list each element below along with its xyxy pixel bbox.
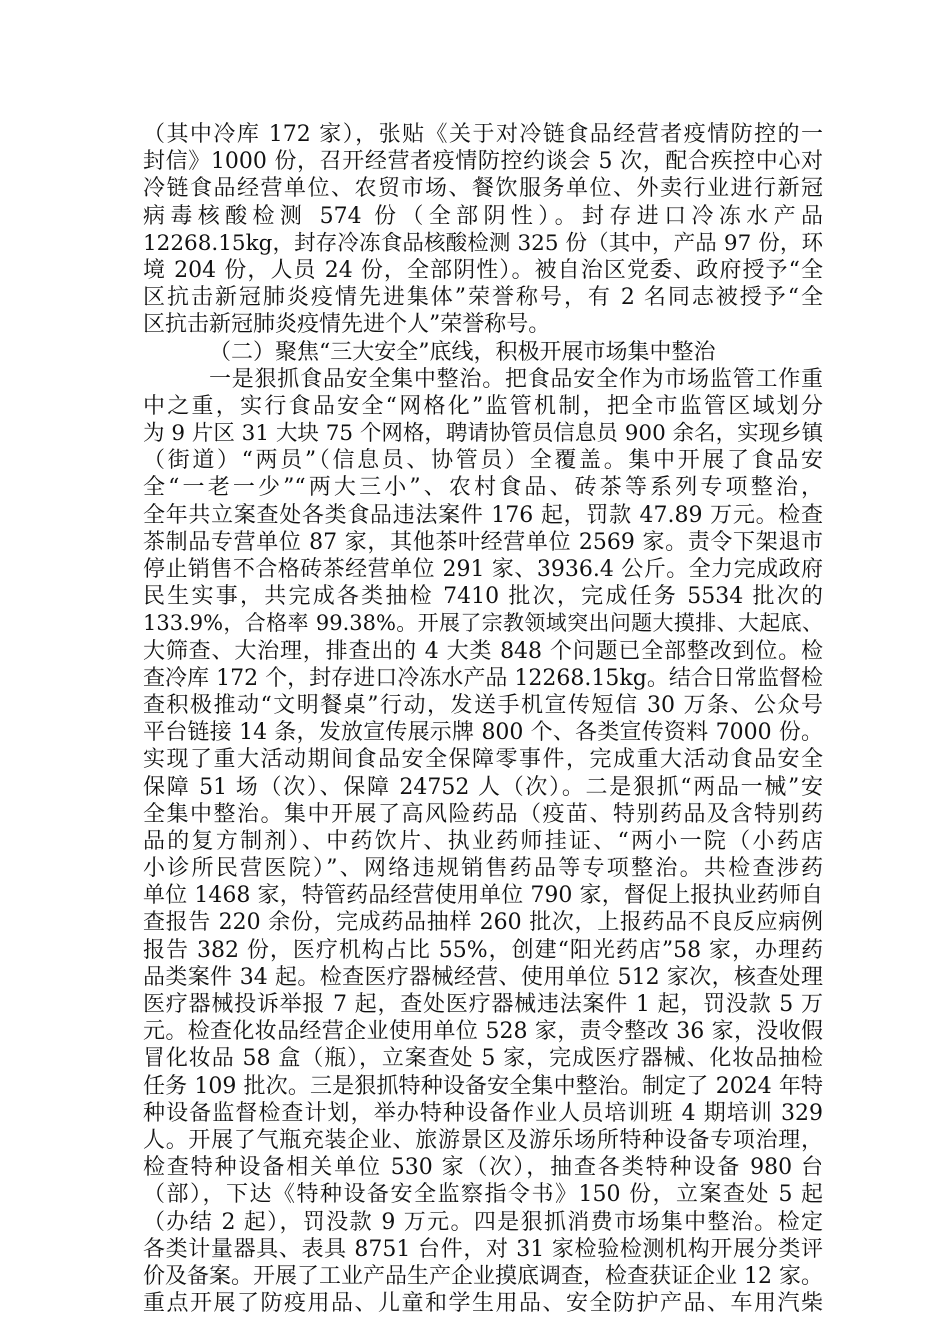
- text-line: 查报告 220 余份，完成药品抽样 260 批次，上报药品不良反应病例: [143, 910, 823, 936]
- text-line: 重点开展了防疫用品、儿童和学生用品、安全防护产品、车用汽柴: [143, 1291, 823, 1317]
- text-line: 区抗击新冠肺炎疫情先进个人”荣誉称号。: [143, 312, 551, 338]
- text-line: 单位 1468 家，特管药品经营使用单位 790 家，督促上报执业药师自: [143, 883, 823, 909]
- text-line: 医疗器械投诉举报 7 起，查处医疗器械违法案件 1 起，罚没款 5 万: [143, 992, 823, 1017]
- text-line: 茶制品专营单位 87 家，其他茶叶经营单位 2569 家。责令下架退市: [143, 529, 823, 555]
- text-line: 价及备案。开展了工业产品生产企业摸底调查，检查获证企业 12 家。: [143, 1263, 823, 1289]
- text-line: 全集中整治。集中开展了高风险药品（疫苗、特别药品及含特别药: [143, 801, 823, 827]
- text-line: （街道）“两员”（信息员、协管员）全覆盖。集中开展了食品安: [143, 448, 823, 474]
- text-line: 平台链接 14 条，发放宣传展示牌 800 个、各类宣传资料 7000 份。: [143, 720, 823, 746]
- text-line: （部），下达《特种设备安全监察指令书》150 份，立案查处 5 起: [143, 1182, 823, 1208]
- text-line: 报告 382 份，医疗机构占比 55%，创建“阳光药店”58 家，办理药: [143, 937, 823, 963]
- text-line: （办结 2 起），罚没款 9 万元。四是狠抓消费市场集中整治。检定: [143, 1209, 823, 1235]
- text-line: 实现了重大活动期间食品安全保障零事件，完成重大活动食品安全: [143, 747, 823, 773]
- text-line: 任务 109 批次。三是狠抓特种设备安全集中整治。制定了 2024 年特: [143, 1073, 823, 1099]
- text-line: 为 9 片区 31 大块 75 个网格，聘请协管员信息员 900 余名，实现乡镇: [143, 421, 824, 447]
- text-line: （其中冷库 172 家），张贴《关于对冷链食品经营者疫情防控的一: [143, 122, 823, 147]
- text-line: 病毒核酸检测 574 份（全部阴性）。封存进口冷冻水产品: [143, 203, 823, 229]
- text-line: 冷链食品经营单位、农贸市场、餐饮服务单位、外卖行业进行新冠: [143, 176, 823, 202]
- text-line: 品的复方制剂）、中药饮片、执业药师挂证、“两小一院（小药店: [143, 828, 823, 854]
- text-line: 民生实事，共完成各类抽检 7410 批次，完成任务 5534 批次的: [143, 584, 823, 610]
- text-line: 检查特种设备相关单位 530 家（次），抽查各类特种设备 980 台: [143, 1155, 823, 1181]
- text-line: 人。开展了气瓶充装企业、旅游景区及游乐场所特种设备专项治理，: [143, 1127, 823, 1153]
- text-line: 区抗击新冠肺炎疫情先进集体”荣誉称号，有 2 名同志被授予“全: [143, 285, 823, 311]
- text-line: 境 204 份，人员 24 份，全部阴性）。被自治区党委、政府授予“全: [143, 257, 823, 283]
- section-heading: （二）聚焦“三大安全”底线，积极开展市场集中整治: [209, 339, 716, 365]
- text-line: 停止销售不合格砖茶经营单位 291 家、3936.4 公斤。全力完成政府: [143, 557, 823, 582]
- text-line: 种设备监督检查计划，举办特种设备作业人员培训班 4 期培训 329: [143, 1100, 823, 1126]
- text-line: 大筛查、大治理，排查出的 4 大类 848 个问题已全部整改到位。检: [143, 638, 823, 664]
- text-line: 查积极推动“文明餐桌”行动，发送手机宣传短信 30 万条、公众号: [143, 692, 823, 718]
- text-line: 全年共立案查处各类食品违法案件 176 起，罚款 47.89 万元。检查: [143, 502, 823, 528]
- paragraph-first-line: 一是狠抓食品安全集中整治。把食品安全作为市场监管工作重: [209, 366, 823, 392]
- text-line: 各类计量器具、表具 8751 台件，对 31 家检验检测机构开展分类评: [143, 1236, 823, 1262]
- text-line: 133.9%，合格率 99.38%。开展了宗教领域突出问题大摸排、大起底、: [143, 611, 823, 636]
- text-line: 封信》1000 份，召开经营者疫情防控约谈会 5 次，配合疾控中心对: [143, 149, 823, 175]
- body-text: [143, 121, 823, 1317]
- text-line: 全“一老一少”“两大三小”、农村食品、砖茶等系列专项整治，: [143, 475, 823, 501]
- text-line: 保障 51 场（次）、保障 24752 人（次）。二是狠抓“两品一械”安: [143, 774, 823, 800]
- text-line: 冒化妆品 58 盒（瓶），立案查处 5 家，完成医疗器械、化妆品抽检: [143, 1046, 823, 1072]
- text-line: 中之重，实行食品安全“网格化”监管机制，把全市监管区域划分: [143, 393, 823, 419]
- text-line: 小诊所民营医院）”、网络违规销售药品等专项整治。共检查涉药: [143, 856, 823, 882]
- text-line: 元。检查化妆品经营企业使用单位 528 家，责令整改 36 家，没收假: [143, 1019, 823, 1045]
- text-line: 12268.15kg，封存冷冻食品核酸检测 325 份（其中，产品 97 份，环: [143, 230, 823, 256]
- text-line: 品类案件 34 起。检查医疗器械经营、使用单位 512 家次，核查处理: [143, 964, 823, 990]
- text-line: 查冷库 172 个，封存进口冷冻水产品 12268.15kg。结合日常监督检: [143, 665, 823, 691]
